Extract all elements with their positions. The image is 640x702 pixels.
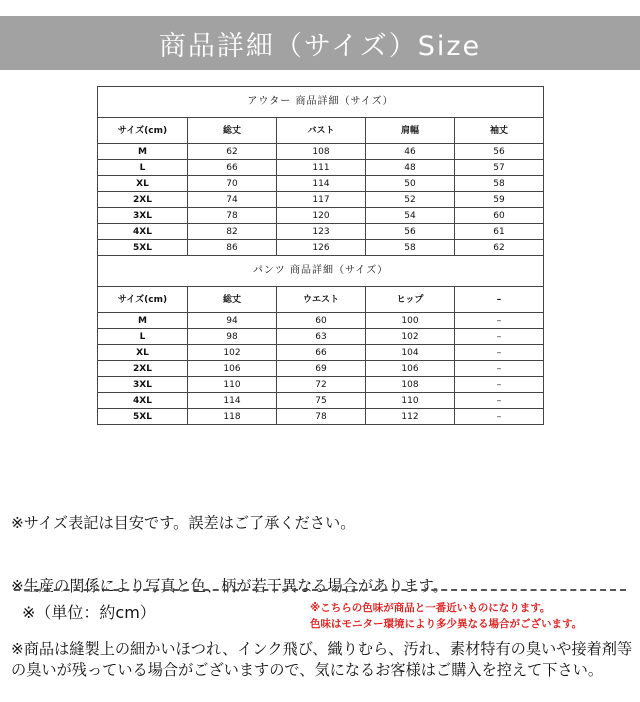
table-row	[98, 377, 544, 393]
table-row	[98, 329, 544, 345]
table-cell: 54	[366, 208, 455, 224]
size-table	[97, 86, 544, 425]
table-cell: 111	[277, 160, 366, 176]
table-cell: 126	[277, 240, 366, 256]
table-cell: –	[455, 361, 544, 377]
table-cell: 78	[188, 208, 277, 224]
table-cell: 118	[188, 409, 277, 425]
table-cell: 56	[455, 144, 544, 160]
table-cell: 120	[277, 208, 366, 224]
outer-column-header: バスト	[277, 118, 366, 144]
table-row	[98, 224, 544, 240]
notes	[11, 471, 636, 702]
table-row	[98, 409, 544, 425]
size-chart	[97, 86, 543, 425]
size-label-cell: 4XL	[98, 224, 188, 240]
table-cell: 57	[455, 160, 544, 176]
color-note	[310, 600, 636, 632]
table-cell: 104	[366, 345, 455, 361]
size-label-cell: 3XL	[98, 377, 188, 393]
table-cell: 61	[455, 224, 544, 240]
table-cell: 59	[455, 192, 544, 208]
color-note-line: 色味はモニター環境により多少異なる場合がございます。	[310, 618, 583, 630]
color-note-line: ※こちらの色味が商品と一番近いものになります。	[310, 602, 551, 614]
size-label-cell: L	[98, 329, 188, 345]
table-cell: –	[455, 409, 544, 425]
table-cell: 75	[277, 393, 366, 409]
size-label-cell: L	[98, 160, 188, 176]
outer-column-header: 袖丈	[455, 118, 544, 144]
table-row	[98, 345, 544, 361]
table-cell: 66	[277, 345, 366, 361]
table-cell: 108	[277, 144, 366, 160]
table-cell: 48	[366, 160, 455, 176]
table-row	[98, 144, 544, 160]
banner-title: 商品詳細（サイズ）Size	[158, 30, 482, 62]
outer-header-row	[98, 118, 544, 144]
pants-column-header: サイズ(cm)	[98, 287, 188, 313]
pants-column-header: –	[455, 287, 544, 313]
note-line: ※商品は縫製上の細かいほつれ、インク飛び、織りむら、汚れ、素材特有の臭いや接着剤等の臭いが残っている場合がございますので、気になるお客様はご購入を控えて下さい。	[11, 640, 633, 679]
table-row	[98, 393, 544, 409]
dashed-divider	[14, 589, 626, 591]
pants-header-row	[98, 287, 544, 313]
table-cell: 94	[188, 313, 277, 329]
table-cell: 106	[366, 361, 455, 377]
table-cell: 60	[455, 208, 544, 224]
table-cell: 56	[366, 224, 455, 240]
outer-section	[98, 87, 544, 256]
size-label-cell: 5XL	[98, 409, 188, 425]
size-label-cell: M	[98, 313, 188, 329]
outer-column-header: 肩幅	[366, 118, 455, 144]
table-cell: 98	[188, 329, 277, 345]
table-cell: 62	[455, 240, 544, 256]
table-row	[98, 240, 544, 256]
table-cell: 60	[277, 313, 366, 329]
table-cell: 63	[277, 329, 366, 345]
table-row	[98, 313, 544, 329]
table-cell: 86	[188, 240, 277, 256]
table-cell: 66	[188, 160, 277, 176]
table-cell: 123	[277, 224, 366, 240]
note-line: ※生産の関係により写真と色、柄が若干異なる場合があります。	[11, 577, 448, 595]
table-cell: –	[455, 345, 544, 361]
table-cell: 74	[188, 192, 277, 208]
outer-column-header: サイズ(cm)	[98, 118, 188, 144]
table-cell: 112	[366, 409, 455, 425]
table-cell: –	[455, 393, 544, 409]
size-label-cell: 4XL	[98, 393, 188, 409]
table-cell: 108	[366, 377, 455, 393]
outer-table-title: アウター 商品詳細（サイズ）	[98, 87, 544, 118]
page-banner	[0, 16, 640, 70]
pants-column-header: 総丈	[188, 287, 277, 313]
size-label-cell: 3XL	[98, 208, 188, 224]
note-line: ※サイズ表記は目安です。誤差はご了承ください。	[11, 514, 356, 532]
table-cell: 114	[188, 393, 277, 409]
pants-column-header: ヒップ	[366, 287, 455, 313]
size-label-cell: XL	[98, 345, 188, 361]
table-cell: 52	[366, 192, 455, 208]
pants-section	[98, 256, 544, 425]
table-row	[98, 160, 544, 176]
table-cell: 102	[188, 345, 277, 361]
table-cell: –	[455, 313, 544, 329]
table-cell: 102	[366, 329, 455, 345]
table-row	[98, 361, 544, 377]
table-cell: 62	[188, 144, 277, 160]
table-row	[98, 192, 544, 208]
table-cell: 100	[366, 313, 455, 329]
table-cell: 58	[455, 176, 544, 192]
table-cell: 58	[366, 240, 455, 256]
size-label-cell: 2XL	[98, 192, 188, 208]
table-cell: 117	[277, 192, 366, 208]
size-label-cell: XL	[98, 176, 188, 192]
table-cell: 114	[277, 176, 366, 192]
pants-table-title: パンツ 商品詳細（サイズ）	[98, 256, 544, 287]
table-cell: 50	[366, 176, 455, 192]
table-cell: 82	[188, 224, 277, 240]
table-cell: –	[455, 329, 544, 345]
table-cell: 70	[188, 176, 277, 192]
table-cell: 46	[366, 144, 455, 160]
size-label-cell: 5XL	[98, 240, 188, 256]
size-label-cell: M	[98, 144, 188, 160]
table-row	[98, 176, 544, 192]
pants-column-header: ウエスト	[277, 287, 366, 313]
table-cell: 78	[277, 409, 366, 425]
table-cell: –	[455, 377, 544, 393]
table-cell: 106	[188, 361, 277, 377]
table-row	[98, 208, 544, 224]
table-cell: 69	[277, 361, 366, 377]
table-cell: 110	[188, 377, 277, 393]
size-label-cell: 2XL	[98, 361, 188, 377]
table-cell: 110	[366, 393, 455, 409]
unit-label: ※（単位：約cm）	[22, 603, 156, 622]
table-cell: 72	[277, 377, 366, 393]
outer-column-header: 総丈	[188, 118, 277, 144]
